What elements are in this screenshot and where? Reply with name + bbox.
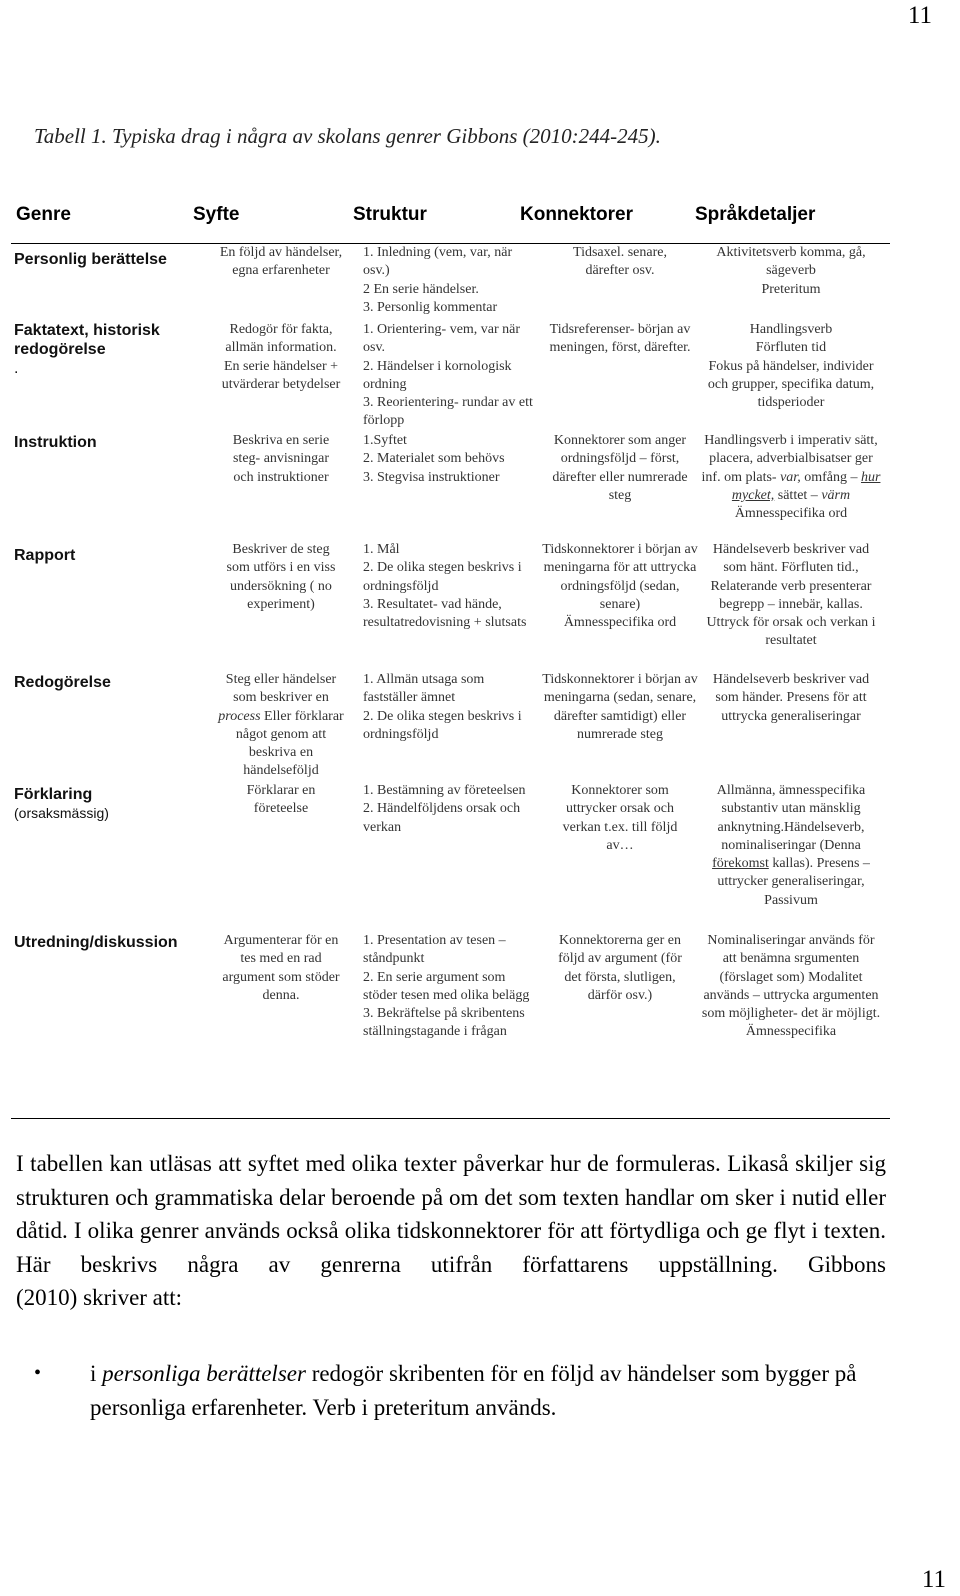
sprak-cell: Händelseverb beskriver vad som hänt. Förfluten tid., Relaterande verb presenterar begrepp – innebär, kallas. Uttryck för orsak och verkan i resultatet bbox=[706, 542, 876, 649]
genre-cell: Instruktion bbox=[14, 434, 97, 451]
genre-column bbox=[14, 244, 204, 1118]
paragraph-last-line: (2010) skriver att: bbox=[16, 1285, 183, 1310]
sprak-cell: Aktivitetsverb komma, gå, sägeverb Preteritum bbox=[716, 245, 866, 297]
syfte-cell: Redogör för fakta, allmän information. En serie händelser + utvärderar betydelser bbox=[221, 322, 341, 392]
syfte-cell: Steg eller händelser som beskriver en process Eller förklarar något genom att beskriva en händelseföljd bbox=[218, 672, 344, 779]
konnektorer-cell: Tidsaxel. senare, därefter osv. bbox=[573, 245, 667, 279]
sprak-cell: Handlingsverb i imperativ sätt, placera, adverbialbisatser ger inf. om plats- var, omfång – hur mycket, sättet – värm Ämnesspecifika ord bbox=[701, 433, 881, 522]
paragraph-main: I tabellen kan utläsas att syftet med olika texter påverkar hur de formuleras. Likaså skiljer sig strukturen och grammatiska delar beroende på om det som texten handlar om sker i nutid eller dåtid. I olika genrer används också olika tidskonnektorer för att förtydliga och ge flyt i texten. Här beskrivs några av genrerna utifrån författarens uppställning. Gibbons bbox=[16, 1151, 886, 1277]
bullet-item: i personliga berättelser redogör skribenten för en följd av händelser som bygger på personliga erfarenheter. Verb i preteritum används. bbox=[90, 1361, 857, 1420]
konnektorer-cell: Tidskonnektorer i början av meningarna (sedan, senare, därefter samtidigt) eller numrerade steg bbox=[542, 672, 698, 742]
struktur-cell: 1. Mål 2. De olika stegen beskrivs i ordningsföljd 3. Resultatet- vad hände, resultatredovisning + slutsats bbox=[363, 542, 527, 631]
sprak-cell: Nominaliseringar används för att benämna srgumenten (förslaget som) Modalitet används – uttrycka argumenten som möjligheter- det är möjligt. Ämnesspecifika bbox=[701, 933, 881, 1040]
sprak-cell: Handlingsverb Förfluten tid Fokus på händelser, individer och grupper, specifika datum, tidsperioder bbox=[707, 322, 875, 411]
genre-cell: Förklaring (orsaksmässig) bbox=[14, 786, 109, 821]
struktur-cell: 1. Orientering- vem, var när osv. 2. Händelser i kornologisk ordning 3. Reorientering- rundar av ett förlopp bbox=[363, 322, 533, 429]
sprakdetaljer-column bbox=[701, 244, 881, 1118]
konnektorer-cell: Tidskonnektorer i början av meningarna för att uttrycka ordningsföljd (sedan, senare) Ämnesspecifika ord bbox=[542, 542, 698, 631]
struktur-column bbox=[363, 244, 535, 1118]
syfte-cell: En följd av händelser, egna erfarenheter bbox=[219, 245, 343, 279]
syfte-cell: Argumenterar för en tes med en rad argument som stöder denna. bbox=[222, 933, 340, 1003]
table-caption: Tabell 1. Typiska drag i några av skolans genrer Gibbons (2010:244-245). bbox=[34, 124, 661, 148]
syfte-cell: Beskriver de steg som utförs i en viss undersökning ( no experiment) bbox=[226, 542, 336, 612]
page-number-bottom: 11 bbox=[921, 1566, 946, 1593]
header-syfte: Syfte bbox=[193, 204, 240, 225]
bullet-icon: • bbox=[34, 1362, 42, 1384]
konnektorer-column bbox=[540, 244, 700, 1118]
konnektorer-cell: Konnektorer som anger ordningsföljd – först, därefter eller numrerade steg bbox=[552, 433, 688, 503]
syfte-cell: Förklarar en företeelse bbox=[246, 783, 316, 817]
konnektorer-cell: Konnektorer som uttrycker orsak och verkan t.ex. till följd av… bbox=[562, 783, 678, 853]
header-sprakdetaljer: Språkdetaljer bbox=[695, 204, 816, 225]
header-genre: Genre bbox=[16, 204, 71, 225]
genre-cell: Utredning/diskussion bbox=[14, 934, 178, 951]
header-konnektorer: Konnektorer bbox=[520, 204, 633, 225]
genre-cell: Redogörelse bbox=[14, 674, 111, 691]
genre-cell: Faktatext, historisk redogörelse . bbox=[14, 322, 160, 377]
struktur-cell: 1. Presentation av tesen – ståndpunkt 2. En serie argument som stöder tesen med olika belägg 3. Bekräftelse på skribentens ställningstagande i frågan bbox=[363, 933, 530, 1040]
struktur-cell: 1.Syftet 2. Materialet som behövs 3. Stegvisa instruktioner bbox=[363, 433, 505, 485]
konnektorer-cell: Tidsreferenser- början av meningen, först, därefter. bbox=[549, 322, 691, 356]
syfte-cell: Beskriva en serie steg- anvisningar och instruktioner bbox=[232, 433, 330, 485]
page-number-top: 11 bbox=[907, 2, 932, 29]
sprak-cell: Allmänna, ämnesspecifika substantiv utan mänsklig anknytning.Händelseverb, nominaliseringar (Denna förekomst kallas). Presens – uttrycker generaliseringar, Passivum bbox=[712, 783, 870, 908]
struktur-cell: 1. Inledning (vem, var, när osv.) 2 En serie händelser. 3. Personlig kommentar bbox=[363, 245, 513, 315]
sprak-cell: Händelseverb beskriver vad som händer. Presens för att uttrycka generaliseringar bbox=[712, 672, 870, 724]
syfte-column bbox=[211, 244, 351, 1118]
genre-cell: Personlig berättelse bbox=[14, 251, 167, 268]
struktur-cell: 1. Bestämning av företeelsen 2. Händelföljdens orsak och verkan bbox=[363, 783, 526, 835]
genre-table bbox=[11, 243, 890, 1119]
body-paragraph bbox=[16, 1147, 886, 1315]
konnektorer-cell: Konnektorerna ger en följd av argument (för det första, slutligen, därför osv.) bbox=[558, 933, 682, 1003]
struktur-cell: 1. Allmän utsaga som fastställer ämnet 2. De olika stegen beskrivs i ordningsföljd bbox=[363, 672, 522, 742]
header-struktur: Struktur bbox=[353, 204, 427, 225]
genre-cell: Rapport bbox=[14, 547, 76, 564]
